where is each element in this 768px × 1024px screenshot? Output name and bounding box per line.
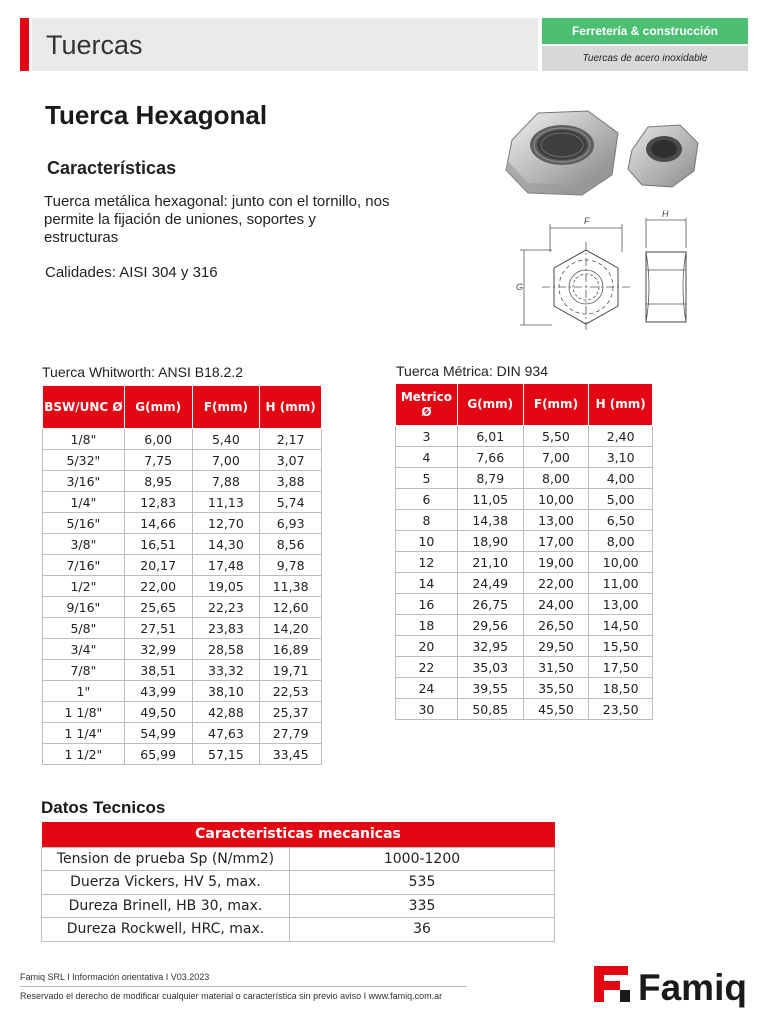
table-cell: 30: [396, 699, 458, 720]
table-cell: 7,00: [192, 450, 260, 471]
table-row: [396, 636, 653, 657]
table-cell: 13,00: [523, 510, 589, 531]
table-cell: 22,00: [124, 576, 192, 597]
table-cell: 17,48: [192, 555, 260, 576]
table-header: H (mm): [589, 384, 653, 426]
characteristics-heading: Características: [47, 158, 177, 178]
table-cell: 5,74: [260, 492, 322, 513]
table-cell: 11,38: [260, 576, 322, 597]
table-cell: 12,70: [192, 513, 260, 534]
table-cell: 3,10: [589, 447, 653, 468]
table-cell: 1000-1200: [290, 847, 555, 871]
table-cell: 49,50: [124, 702, 192, 723]
table-cell: 8,00: [523, 468, 589, 489]
table-cell: 35,50: [523, 678, 589, 699]
table-cell: 15,50: [589, 636, 653, 657]
table-cell: 12,60: [260, 597, 322, 618]
table-cell: 7,00: [523, 447, 589, 468]
table-cell: 19,00: [523, 552, 589, 573]
technical-data-heading: Datos Tecnicos: [41, 798, 166, 817]
table-cell: 1 1/8": [43, 702, 125, 723]
table-cell: 5,50: [523, 426, 589, 447]
small-nut-shape: [628, 125, 698, 187]
table-cell: 14: [396, 573, 458, 594]
table-header: Metrico Ø: [396, 384, 458, 426]
table-cell: 1 1/4": [43, 723, 125, 744]
table-row: [396, 594, 653, 615]
footer-disclaimer: Reservado el derecho de modificar cualquier material o característica sin previo aviso I www.famiq.com.ar: [20, 991, 443, 1001]
subcategory-label: Tuercas de acero inoxidable: [542, 46, 748, 71]
table-cell: 26,50: [523, 615, 589, 636]
table-row: [396, 678, 653, 699]
table-cell: 23,50: [589, 699, 653, 720]
table-row: [43, 723, 322, 744]
table-row: [396, 510, 653, 531]
table-cell: 29,56: [457, 615, 523, 636]
table-cell: 27,79: [260, 723, 322, 744]
table-row: [43, 639, 322, 660]
product-qualities: Calidades: AISI 304 y 316: [45, 264, 218, 281]
table-cell: 335: [290, 894, 555, 918]
table-row: [43, 492, 322, 513]
table-cell: 38,10: [192, 681, 260, 702]
table-cell: 3/8": [43, 534, 125, 555]
table-cell: Dureza Brinell, HB 30, max.: [42, 894, 290, 918]
table-cell: 6,01: [457, 426, 523, 447]
table-cell: 19,71: [260, 660, 322, 681]
table-cell: Tension de prueba Sp (N/mm2): [42, 847, 290, 871]
table-row: [43, 555, 322, 576]
table-cell: 6,93: [260, 513, 322, 534]
mechanical-properties-table: [41, 822, 555, 942]
table-cell: 3,88: [260, 471, 322, 492]
table-header: Caracteristicas mecanicas: [42, 822, 555, 847]
table-cell: 10: [396, 531, 458, 552]
table-cell: 14,38: [457, 510, 523, 531]
table-row: [43, 681, 322, 702]
table-cell: 3/16": [43, 471, 125, 492]
table-cell: 1": [43, 681, 125, 702]
table-cell: 16: [396, 594, 458, 615]
table-cell: 10,00: [589, 552, 653, 573]
drawing-label-h: H: [662, 210, 669, 219]
table-cell: 8,00: [589, 531, 653, 552]
table-cell: 25,65: [124, 597, 192, 618]
table-cell: 5,40: [192, 429, 260, 450]
table-cell: 16,51: [124, 534, 192, 555]
table-cell: 13,00: [589, 594, 653, 615]
table-row: [42, 894, 555, 918]
table-row: [396, 468, 653, 489]
table-cell: 18,50: [589, 678, 653, 699]
table-cell: 11,13: [192, 492, 260, 513]
table-row: [396, 573, 653, 594]
table-cell: 24: [396, 678, 458, 699]
table-row: [42, 871, 555, 895]
table-cell: 14,20: [260, 618, 322, 639]
table-header: F(mm): [192, 386, 260, 429]
table-cell: 14,66: [124, 513, 192, 534]
table-cell: 28,58: [192, 639, 260, 660]
metric-table: [395, 383, 653, 720]
table-cell: 9,78: [260, 555, 322, 576]
table-row: [42, 847, 555, 871]
table-header: G(mm): [124, 386, 192, 429]
table-cell: 3: [396, 426, 458, 447]
table-row: [396, 552, 653, 573]
table-row: [43, 744, 322, 765]
table-cell: 7/8": [43, 660, 125, 681]
page-title: Tuercas: [46, 30, 143, 60]
table-cell: 14,50: [589, 615, 653, 636]
table-cell: Duerza Vickers, HV 5, max.: [42, 871, 290, 895]
metric-caption: Tuerca Métrica: DIN 934: [396, 363, 548, 379]
table-cell: 54,99: [124, 723, 192, 744]
table-cell: 24,49: [457, 573, 523, 594]
table-cell: 8: [396, 510, 458, 531]
whitworth-caption: Tuerca Whitworth: ANSI B18.2.2: [42, 364, 244, 380]
table-cell: 3/4": [43, 639, 125, 660]
table-cell: 1/4": [43, 492, 125, 513]
table-row: [43, 702, 322, 723]
table-cell: 25,37: [260, 702, 322, 723]
table-row: [396, 699, 653, 720]
footer-divider: [20, 986, 467, 987]
table-cell: 19,05: [192, 576, 260, 597]
table-cell: 535: [290, 871, 555, 895]
table-row: [43, 660, 322, 681]
table-cell: 4,00: [589, 468, 653, 489]
hex-nut-photo: [500, 105, 715, 205]
famiq-logo-text: Famiq: [638, 967, 747, 1008]
table-row: [396, 615, 653, 636]
table-cell: 8,56: [260, 534, 322, 555]
table-cell: 27,51: [124, 618, 192, 639]
table-header: H (mm): [260, 386, 322, 429]
product-description: Tuerca metálica hexagonal: junto con el tornillo, nos permite la fijación de uniones, soportes y estructuras: [44, 193, 390, 246]
table-cell: 31,50: [523, 657, 589, 678]
table-cell: 16,89: [260, 639, 322, 660]
drawing-label-f: F: [584, 216, 590, 226]
table-cell: 21,10: [457, 552, 523, 573]
table-cell: 17,00: [523, 531, 589, 552]
table-cell: 4: [396, 447, 458, 468]
table-cell: 5: [396, 468, 458, 489]
table-cell: 3,07: [260, 450, 322, 471]
table-cell: 12: [396, 552, 458, 573]
table-cell: 14,30: [192, 534, 260, 555]
table-row: [396, 489, 653, 510]
table-cell: 45,50: [523, 699, 589, 720]
table-cell: 32,95: [457, 636, 523, 657]
table-row: [396, 531, 653, 552]
table-cell: 17,50: [589, 657, 653, 678]
table-cell: 7/16": [43, 555, 125, 576]
table-row: [396, 426, 653, 447]
table-cell: 22,23: [192, 597, 260, 618]
table-cell: 43,99: [124, 681, 192, 702]
table-row: [43, 534, 322, 555]
table-row: [43, 597, 322, 618]
large-nut-shape: [506, 111, 618, 195]
table-cell: 7,88: [192, 471, 260, 492]
table-cell: 32,99: [124, 639, 192, 660]
famiq-logo-icon: [594, 966, 634, 1004]
table-cell: 18,90: [457, 531, 523, 552]
table-cell: 22,00: [523, 573, 589, 594]
table-cell: 35,03: [457, 657, 523, 678]
table-cell: 11,00: [589, 573, 653, 594]
table-cell: 2,17: [260, 429, 322, 450]
table-cell: 7,75: [124, 450, 192, 471]
table-row: [43, 576, 322, 597]
table-cell: 22: [396, 657, 458, 678]
table-row: [396, 447, 653, 468]
table-row: [43, 429, 322, 450]
table-row: [43, 513, 322, 534]
table-cell: 12,83: [124, 492, 192, 513]
table-cell: 11,05: [457, 489, 523, 510]
table-row: [43, 450, 322, 471]
category-badge: Ferretería & construcción: [542, 18, 748, 44]
table-cell: 1/8": [43, 429, 125, 450]
whitworth-table: [42, 385, 322, 765]
product-title: Tuerca Hexagonal: [45, 100, 268, 130]
header-accent-bar: [20, 18, 29, 71]
table-cell: 33,45: [260, 744, 322, 765]
table-cell: 50,85: [457, 699, 523, 720]
table-cell: 29,50: [523, 636, 589, 657]
table-cell: Dureza Rockwell, HRC, max.: [42, 918, 290, 942]
table-cell: 42,88: [192, 702, 260, 723]
table-cell: 9/16": [43, 597, 125, 618]
table-cell: 26,75: [457, 594, 523, 615]
table-cell: 22,53: [260, 681, 322, 702]
table-cell: 5/16": [43, 513, 125, 534]
table-header: BSW/UNC Ø: [43, 386, 125, 429]
table-cell: 5,00: [589, 489, 653, 510]
table-cell: 6: [396, 489, 458, 510]
table-cell: 5/32": [43, 450, 125, 471]
table-cell: 23,83: [192, 618, 260, 639]
table-cell: 20,17: [124, 555, 192, 576]
table-cell: 8,79: [457, 468, 523, 489]
table-cell: 39,55: [457, 678, 523, 699]
table-cell: 1 1/2": [43, 744, 125, 765]
table-row: [396, 657, 653, 678]
table-cell: 33,32: [192, 660, 260, 681]
hex-nut-dimension-drawing: [512, 210, 698, 330]
table-header: G(mm): [457, 384, 523, 426]
table-cell: 7,66: [457, 447, 523, 468]
table-cell: 18: [396, 615, 458, 636]
table-cell: 6,50: [589, 510, 653, 531]
footer-version: Famiq SRL I Información orientativa I V03.2023: [20, 972, 210, 982]
table-cell: 57,15: [192, 744, 260, 765]
table-row: [42, 918, 555, 942]
table-row: [43, 471, 322, 492]
table-cell: 1/2": [43, 576, 125, 597]
table-cell: 47,63: [192, 723, 260, 744]
table-cell: 65,99: [124, 744, 192, 765]
table-cell: 10,00: [523, 489, 589, 510]
table-header: F(mm): [523, 384, 589, 426]
table-cell: 5/8": [43, 618, 125, 639]
table-cell: 6,00: [124, 429, 192, 450]
table-cell: 24,00: [523, 594, 589, 615]
table-cell: 36: [290, 918, 555, 942]
table-cell: 2,40: [589, 426, 653, 447]
table-row: [43, 618, 322, 639]
table-cell: 20: [396, 636, 458, 657]
table-cell: 38,51: [124, 660, 192, 681]
table-cell: 8,95: [124, 471, 192, 492]
drawing-label-g: G: [516, 282, 524, 292]
